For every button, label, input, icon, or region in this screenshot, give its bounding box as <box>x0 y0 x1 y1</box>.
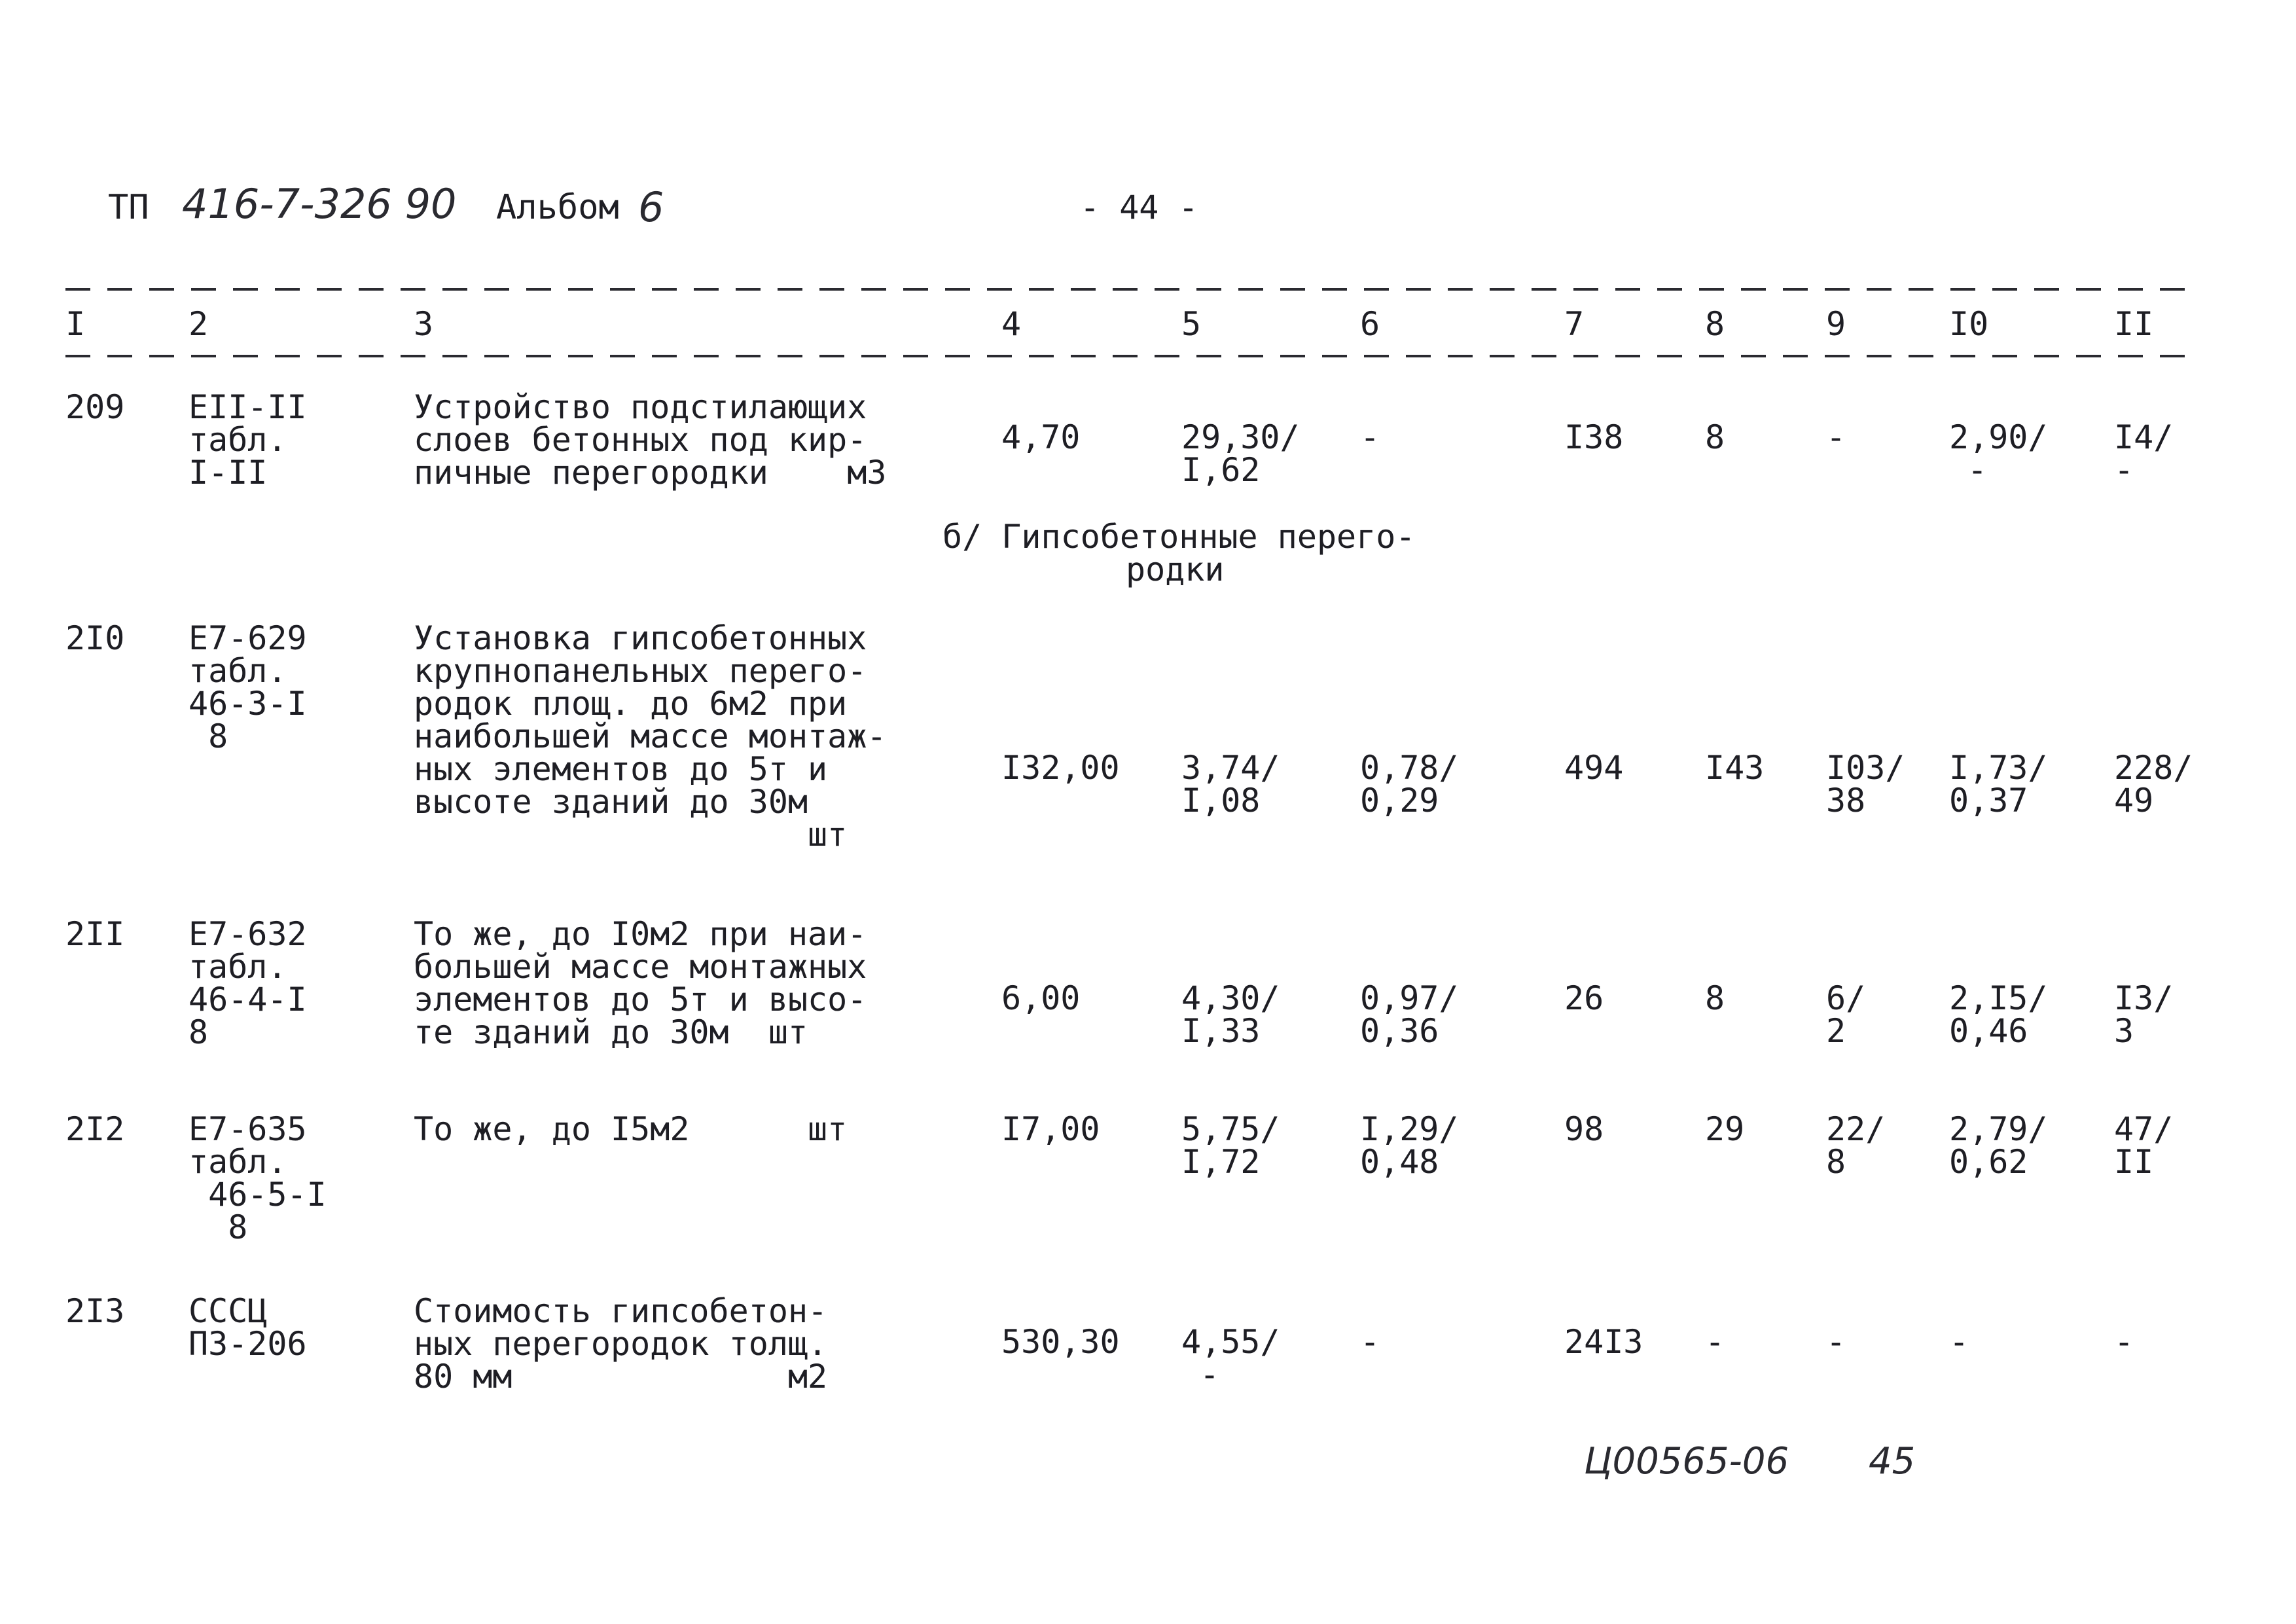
series-prefix: ТП <box>108 188 149 227</box>
column-header: 7 <box>1564 305 1585 343</box>
work-description: То же, до I0м2 при наи- большей массе монтажных элементов до 5т и высо- те зданий до 30м шт <box>414 915 867 1051</box>
col7-value: I38 <box>1564 418 1624 456</box>
col10-value: 2,I5/ 0,46 <box>1949 979 2048 1050</box>
project-number: 416-7-326 90 <box>182 180 457 228</box>
section-title-continuation: родки <box>1126 550 1225 588</box>
row-number: 209 <box>65 388 125 426</box>
col8-value: I43 <box>1705 749 1765 787</box>
col11-value: 228/ 49 <box>2114 749 2193 820</box>
quantity: I7,00 <box>1001 1110 1100 1148</box>
work-description: Устройство подстилающих слоев бетонных под кир- пичные перегородки м3 <box>414 388 887 492</box>
work-description: Установка гипсобетонных крупнопанельных перего- родок площ. до 6м2 при наибольшей массе монтаж- ных элементов до 5т и высоте зданий до 30м шт <box>414 619 887 854</box>
work-description: Стоимость гипсобетон- ных перегородок толщ. 80 мм м2 <box>414 1292 828 1396</box>
column-header: 8 <box>1705 305 1725 343</box>
table-top-rule <box>65 288 2199 291</box>
unit-cost: 29,30/ I,62 <box>1181 418 1300 489</box>
col6-value: 0,78/ 0,29 <box>1360 749 1459 820</box>
col9-value: I03/ 38 <box>1826 749 1905 820</box>
column-header: 5 <box>1181 305 1202 343</box>
col11-value: - <box>2114 1323 2134 1361</box>
column-header: II <box>2114 305 2154 343</box>
document-code: Ц00565-06 <box>1584 1440 1789 1483</box>
unit-cost: 5,75/ I,72 <box>1181 1110 1280 1181</box>
page-number: - 44 - <box>1080 189 1198 226</box>
col8-value: 29 <box>1705 1110 1745 1148</box>
col10-value: 2,90/ - <box>1949 418 2048 489</box>
col9-value: - <box>1826 418 1846 456</box>
row-number: 2I2 <box>65 1110 125 1148</box>
col6-value: - <box>1360 1323 1380 1361</box>
album-number: 6 <box>638 183 664 231</box>
table-header-rule <box>65 355 2199 357</box>
norm-code: СССЦ ПЗ-206 <box>188 1292 307 1363</box>
section-title: б/ Гипсобетонные перего- <box>942 518 1416 556</box>
col7-value: 24I3 <box>1564 1323 1643 1361</box>
row-number: 2I3 <box>65 1292 125 1330</box>
column-header: 6 <box>1360 305 1380 343</box>
column-header: 2 <box>188 305 209 343</box>
col9-value: 22/ 8 <box>1826 1110 1886 1181</box>
col6-value: - <box>1360 418 1380 456</box>
col8-value: - <box>1705 1323 1725 1361</box>
norm-code: E7-629 табл. 46-3-I 8 <box>188 619 307 755</box>
col8-value: 8 <box>1705 979 1725 1017</box>
col7-value: 494 <box>1564 749 1624 787</box>
quantity: 530,30 <box>1001 1323 1120 1361</box>
col8-value: 8 <box>1705 418 1725 456</box>
col6-value: 0,97/ 0,36 <box>1360 979 1459 1050</box>
column-header: 4 <box>1001 305 1022 343</box>
album-label: Альбом <box>496 188 619 227</box>
sheet-number: 45 <box>1869 1440 1916 1483</box>
unit-cost: 3,74/ I,08 <box>1181 749 1280 820</box>
col7-value: 98 <box>1564 1110 1604 1148</box>
col11-value: I3/ 3 <box>2114 979 2174 1050</box>
quantity: 4,70 <box>1001 418 1081 456</box>
quantity: I32,00 <box>1001 749 1120 787</box>
col10-value: 2,79/ 0,62 <box>1949 1110 2048 1181</box>
norm-code: E7-635 табл. 46-5-I 8 <box>188 1110 327 1246</box>
col9-value: 6/ 2 <box>1826 979 1866 1050</box>
row-number: 2I0 <box>65 619 125 657</box>
col11-value: 47/ II <box>2114 1110 2174 1181</box>
column-header: 3 <box>414 305 434 343</box>
column-header: I0 <box>1949 305 1989 343</box>
col7-value: 26 <box>1564 979 1604 1017</box>
col6-value: I,29/ 0,48 <box>1360 1110 1459 1181</box>
norm-code: EII-II табл. I-II <box>188 388 307 492</box>
col10-value: - <box>1949 1323 1969 1361</box>
quantity: 6,00 <box>1001 979 1081 1017</box>
norm-code: E7-632 табл. 46-4-I 8 <box>188 915 307 1051</box>
unit-cost: 4,55/ - <box>1181 1323 1280 1394</box>
col10-value: I,73/ 0,37 <box>1949 749 2048 820</box>
work-description: То же, до I5м2 шт <box>414 1110 848 1148</box>
unit-cost: 4,30/ I,33 <box>1181 979 1280 1050</box>
row-number: 2II <box>65 915 125 953</box>
col11-value: I4/ - <box>2114 418 2174 489</box>
col9-value: - <box>1826 1323 1846 1361</box>
column-header: 9 <box>1826 305 1846 343</box>
column-header: I <box>65 305 86 343</box>
